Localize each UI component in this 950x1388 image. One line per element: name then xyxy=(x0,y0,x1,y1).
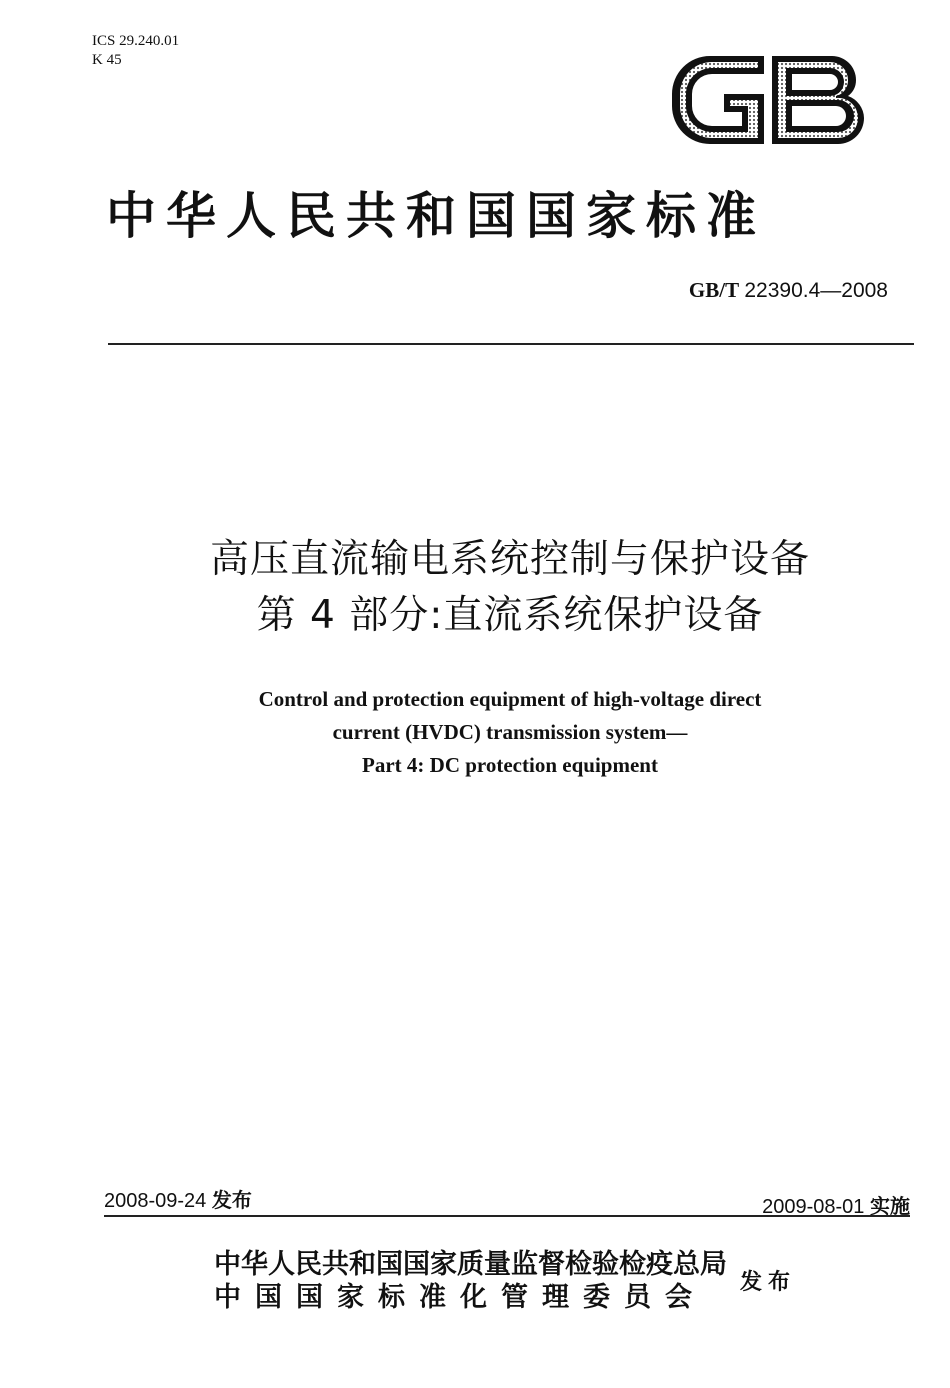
gb-national-standard-logo xyxy=(672,50,864,150)
top-divider xyxy=(108,343,914,345)
issue-date xyxy=(104,1184,252,1213)
ics-code: ICS 29.240.01 xyxy=(92,33,180,49)
bottom-divider xyxy=(104,1215,910,1217)
standard-number-value: 22390.4—2008 xyxy=(744,279,888,302)
chinese-title-line-1: 高压直流输电系统控制与保护设备 xyxy=(209,537,810,582)
publishing-organizations xyxy=(214,1248,727,1314)
issue-date-value: 2008-09-24 xyxy=(104,1190,207,1212)
english-title xyxy=(0,683,950,782)
chinese-title-line-2: 第 4 部分:直流系统保护设备 xyxy=(256,593,764,638)
classification-codes xyxy=(92,32,179,70)
publish-label: 发布 xyxy=(740,1269,797,1295)
english-title-line-2: current (HVDC) transmission system— xyxy=(332,720,688,744)
publisher-sac: 中国国家标准化管理委员会 xyxy=(214,1282,706,1313)
ccs-code: K 45 xyxy=(92,52,122,68)
standard-number xyxy=(689,278,888,303)
publisher-aqsiq: 中华人民共和国国家质量监督检验检疫总局 xyxy=(214,1249,727,1280)
issue-date-label: 发布 xyxy=(211,1188,252,1212)
implementation-date-value: 2009-08-01 xyxy=(762,1196,865,1218)
chinese-title xyxy=(0,532,950,644)
english-title-line-1: Control and protection equipment of high-voltage direct xyxy=(258,687,762,711)
standard-org-title: 中华人民共和国国家标准 xyxy=(106,186,766,245)
standard-number-prefix: GB/T xyxy=(688,278,740,302)
english-title-line-3: Part 4: DC protection equipment xyxy=(362,753,658,777)
implementation-date-label: 实施 xyxy=(870,1194,910,1218)
